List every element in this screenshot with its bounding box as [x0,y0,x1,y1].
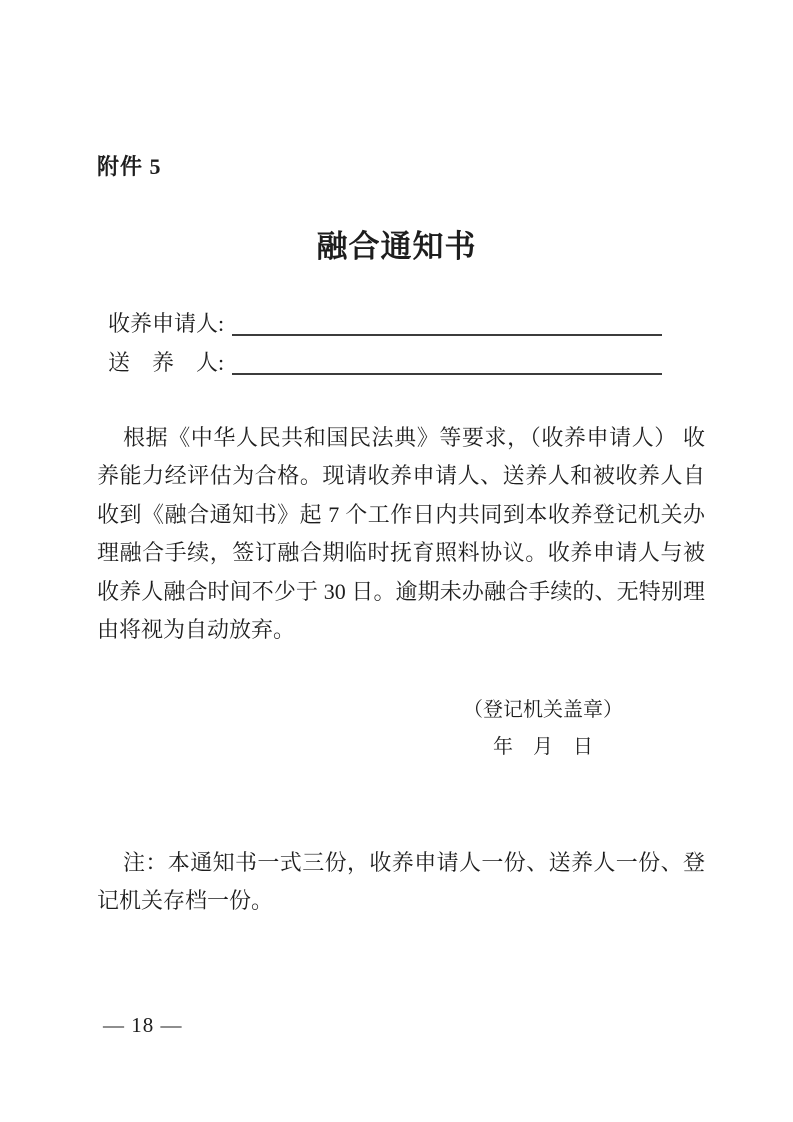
date-line: 年 月 日 [493,736,593,758]
form-fields [108,304,662,382]
attachment-label: 附件 5 [97,154,162,179]
document-title: 融合通知书 [316,229,477,264]
sender-blank-line [232,343,662,375]
seal-line: （登记机关盖章） [463,699,623,721]
adopter-blank-line [232,304,662,336]
field-row-sender [108,343,662,382]
signature-block [403,692,683,766]
page-number: — 18 — [103,1013,183,1037]
body-paragraph: 根据《中华人民共和国民法典》等要求，（收养申请人） 收养能力经评估为合格。现请收养申请人、送养人和被收养人自收到《融合通知书》起 7 个工作日内共同到本收养登记机关办理融合手续，签订融合期临时抚育照料协议。收养申请人与被收养人融合时间不少于 30 日。逾期未办融合手续的、无特别理由将视为自动放弃。 [97,425,705,643]
sender-field-label: 送 养 人: [108,350,225,375]
note-paragraph: 注：本通知书一式三份，收养申请人一份、送养人一份、登记机关存档一份。 [97,850,705,914]
adopter-field-label: 收养申请人: [108,311,225,336]
field-row-adopter [108,304,662,343]
